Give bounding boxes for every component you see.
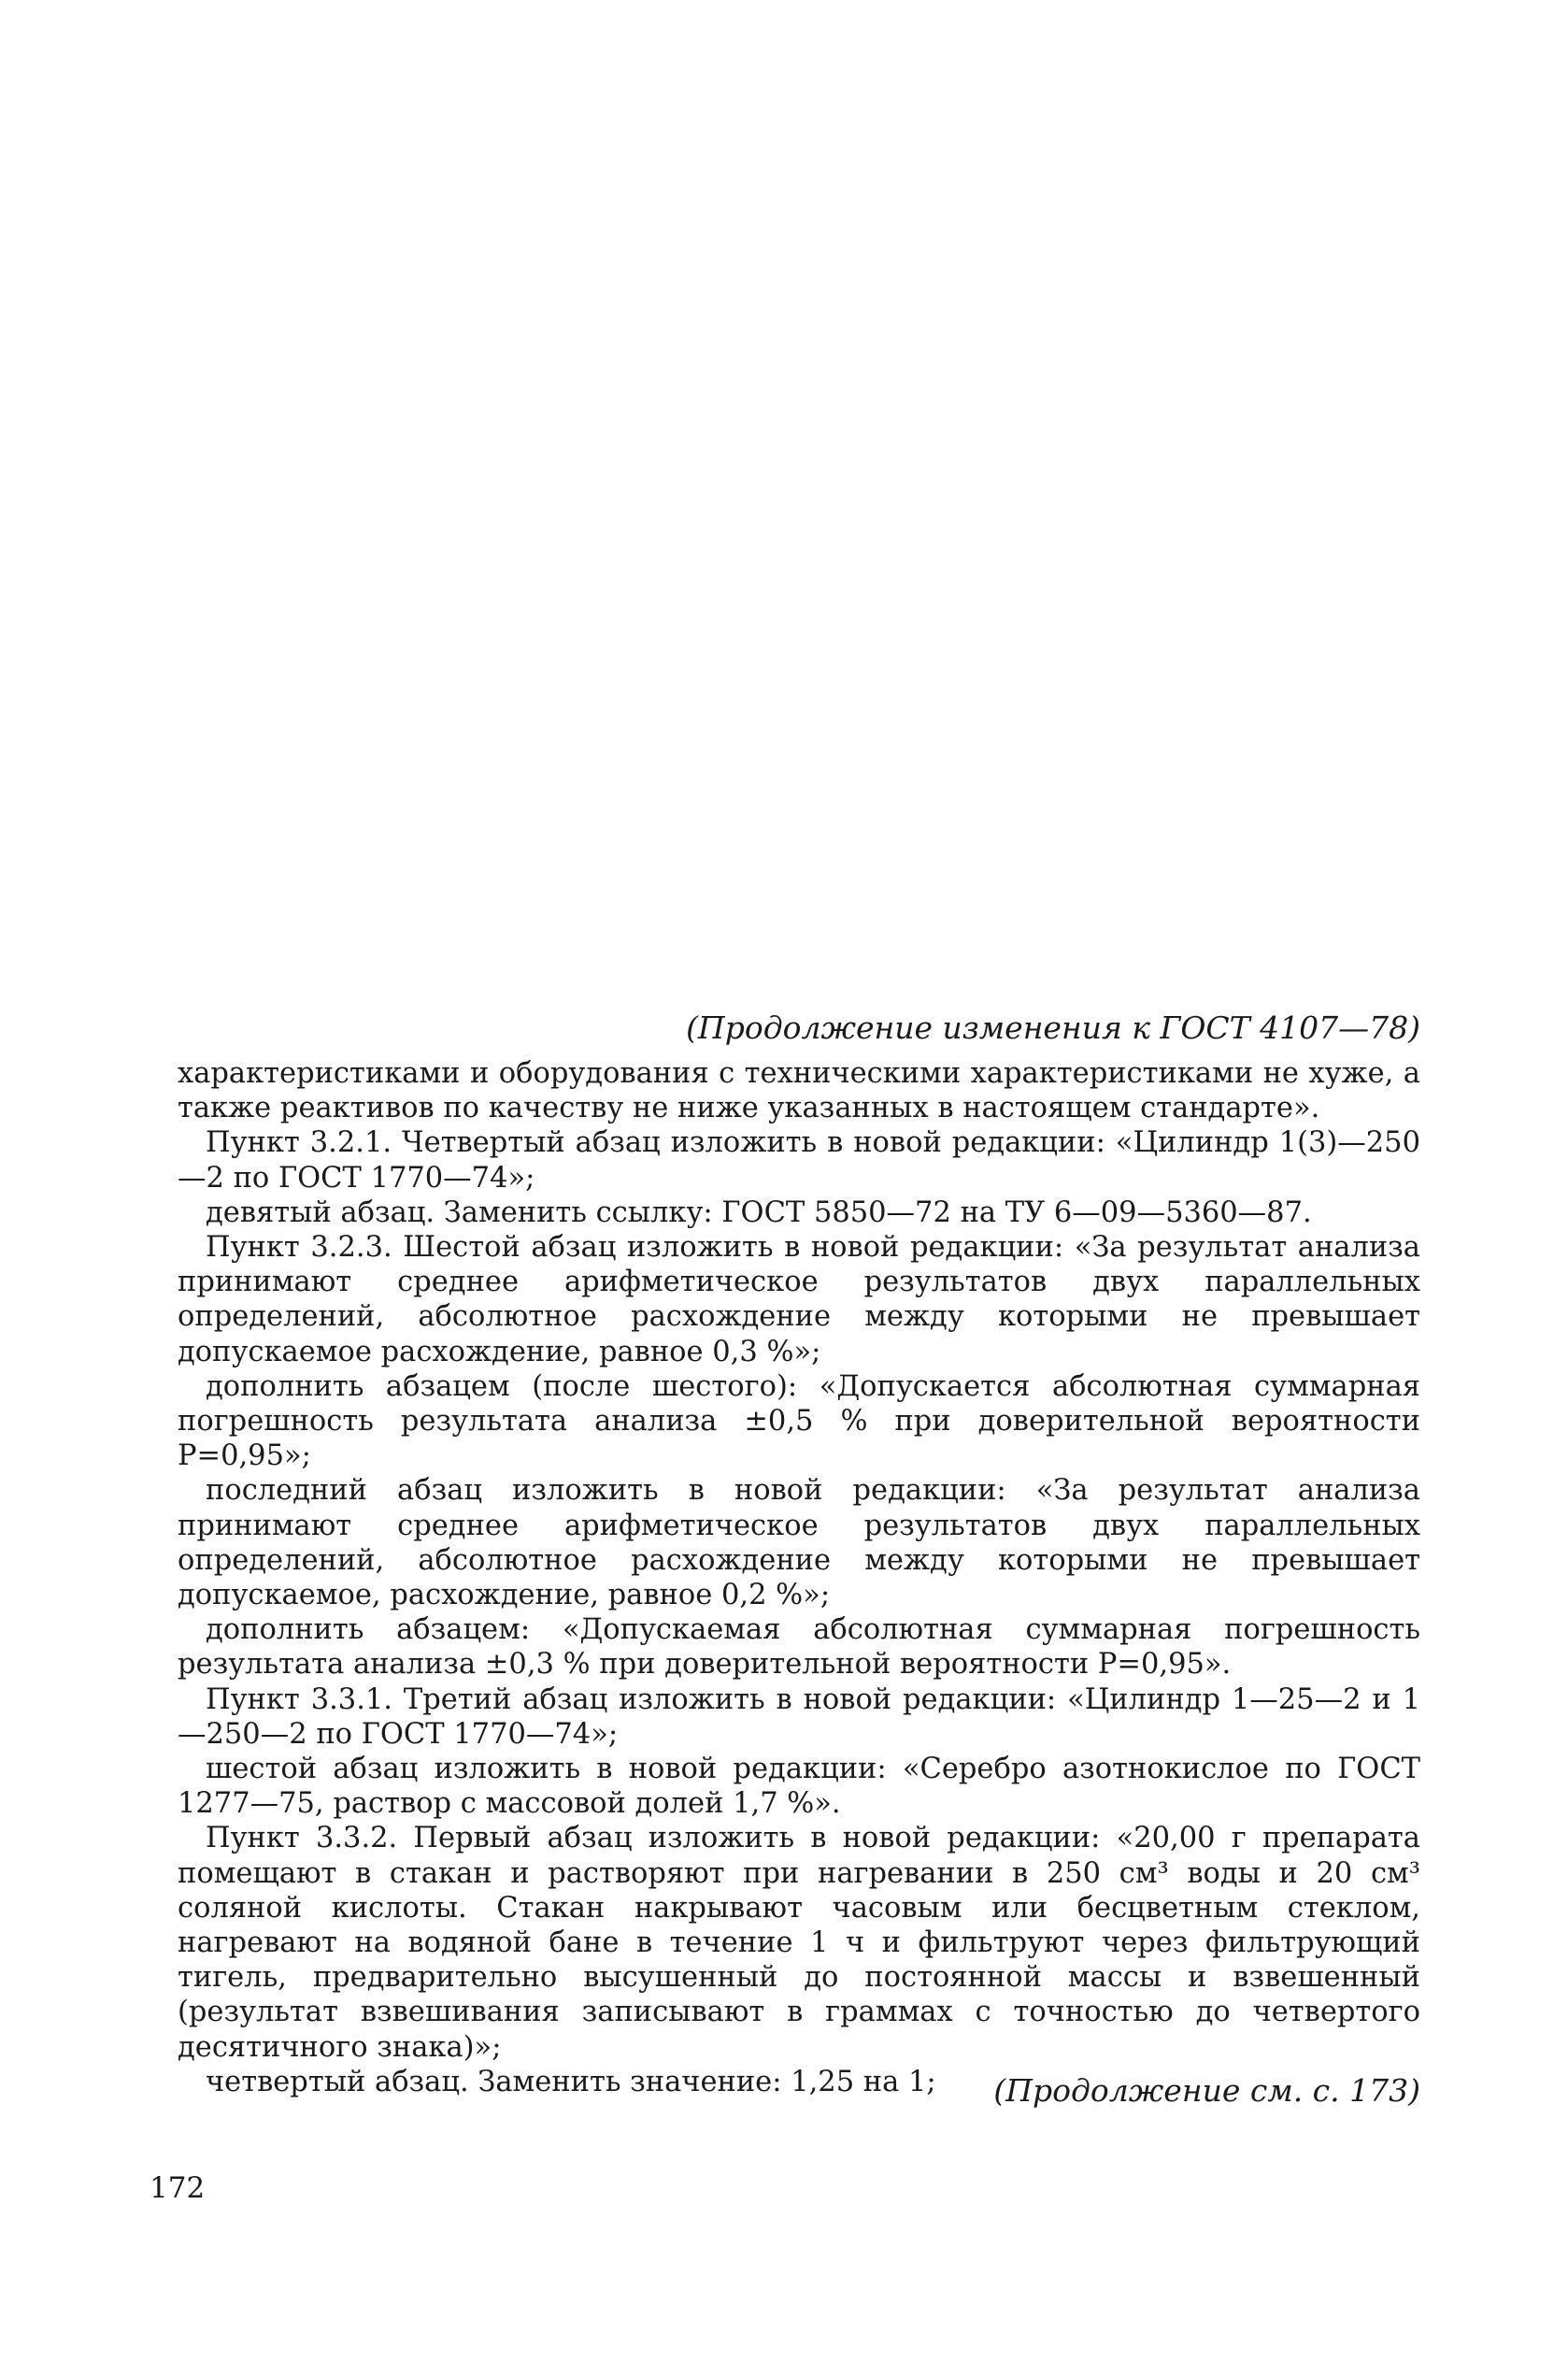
paragraph: Пункт 3.3.2. Первый абзац изложить в новой редакции: «20,00 г препарата помещают в стакан и растворяют при нагревании в 250 см³ воды и 20 см³ соляной кислоты. Стакан накрывают часовым или бесцветным стеклом, нагревают на водяной бане в течение 1 ч и фильтруют через фильтрующий тигель, предварительно высушенный до постоянной массы и взвешенный (результат взвешивания записывают в граммах с точностью до четвертого десятичного знака)»; — [178, 1822, 1420, 2064]
continuation-header: (Продолжение изменения к ГОСТ 4107—78) — [686, 1009, 1420, 1046]
page-number: 172 — [150, 2171, 206, 2205]
paragraph: девятый абзац. Заменить ссылку: ГОСТ 5850—72 на ТУ 6—09—5360—87. — [206, 1195, 1312, 1229]
continuation-footer: (Продолжение см. с. 173) — [993, 2072, 1420, 2109]
body-text — [178, 1056, 1420, 2099]
paragraph: дополнить абзацем: «Допускаемая абсолютная суммарная погрешность результата анализа ±0,3 % при доверительной вероятности P=0,95». — [178, 1613, 1420, 1682]
paragraph: Пункт 3.2.1. Четвертый абзац изложить в новой редакции: «Цилиндр 1(3)—250—2 по ГОСТ 1770—74»; — [178, 1126, 1420, 1195]
paragraph: Пункт 3.3.1. Третий абзац изложить в новой редакции: «Цилиндр 1—25—2 и 1—250—2 по ГОСТ 1770—74»; — [178, 1682, 1420, 1751]
paragraph: шестой абзац изложить в новой редакции: «Серебро азотнокислое по ГОСТ 1277—75, раствор с массовой долей 1,7 %». — [178, 1753, 1420, 1821]
paragraph: характеристиками и оборудования с техническими характеристиками не хуже, а также реактивов по качеству не ниже указанных в настоящем стандарте». — [178, 1057, 1420, 1125]
paragraph: Пункт 3.2.3. Шестой абзац изложить в новой редакции: «За результат анализа принимают среднее арифметическое результатов двух параллельных определений, абсолютное расхождение между которыми не превышает допускаемое расхождение, равное 0,3 %»; — [178, 1231, 1420, 1368]
paragraph: дополнить абзацем (после шестого): «Допускается абсолютная суммарная погрешность результата анализа ±0,5 % при доверительной вероятности P=0,95»; — [178, 1369, 1420, 1473]
paragraph: четвертый абзац. Заменить значение: 1,25 на 1; — [206, 2065, 936, 2098]
paragraph: последний абзац изложить в новой редакции: «За результат анализа принимают среднее арифметическое результатов двух параллельных определений, абсолютное расхождение между которыми не превышает допускаемое, расхождение, равное 0,2 %»; — [178, 1474, 1420, 1612]
